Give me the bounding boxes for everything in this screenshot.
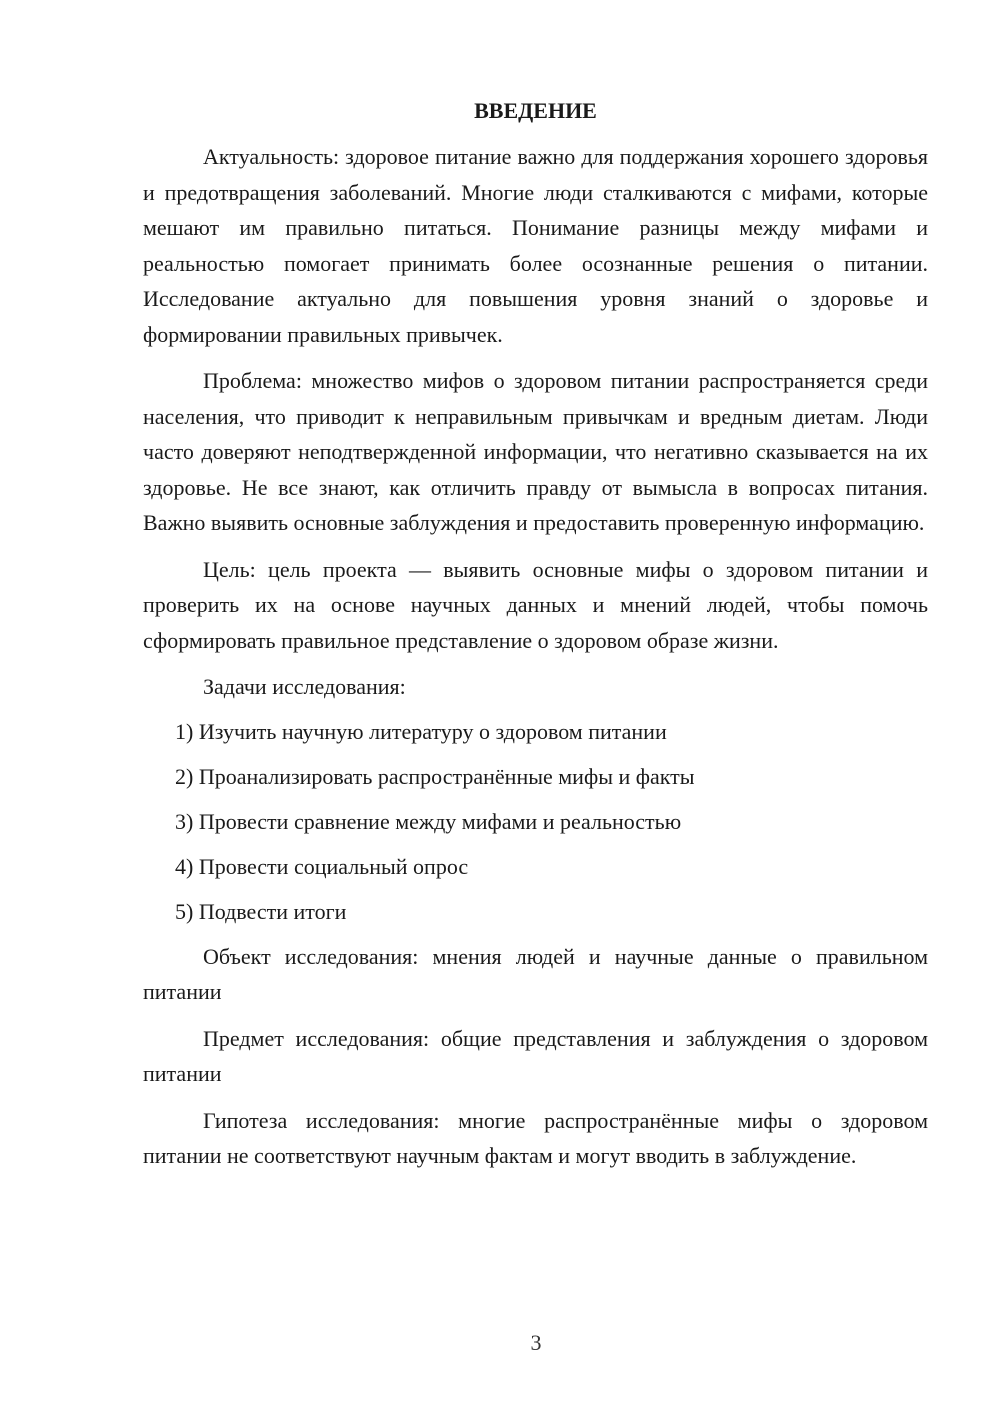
list-item: 5) Подвести итоги [175, 898, 347, 924]
paragraph-subject: Предмет исследования: общие представления и заблуждения о здоровом питании [143, 1025, 928, 1086]
tasks-heading: Задачи исследования: [203, 674, 406, 699]
list-item: 3) Провести сравнение между мифами и реальностью [175, 808, 682, 834]
list-item: 1) Изучить научную литературу о здоровом питании [175, 718, 667, 744]
list-item: 2) Проанализировать распространённые мифы и факты [175, 763, 695, 789]
document-page [143, 95, 928, 1185]
tasks-list [143, 714, 928, 930]
page-title: ВВЕДЕНИЕ [474, 98, 597, 123]
paragraph-object: Объект исследования: мнения людей и научные данные о правильном питании [143, 943, 928, 1004]
page-number: 3 [530, 1330, 542, 1355]
paragraph-problem: Проблема: множество мифов о здоровом питании распространяется среди населения, что приводит к неправильным привычкам и вредным диетам. Люди часто доверяют неподтвержденной информации, что негативно сказывается на их здоровье. Не все знают, как отличить правду от вымысла в вопросах питания. Важно выявить основные заблуждения и предоставить проверенную информацию. [143, 368, 928, 535]
paragraph-goal: Цель: цель проекта — выявить основные мифы о здоровом питании и проверить их на основе научных данных и мнений людей, чтобы помочь сформировать правильное представление о здоровом образе жизни. [143, 556, 928, 653]
paragraph-hypothesis: Гипотеза исследования: многие распространённые мифы о здоровом питании не соответствуют научным фактам и могут вводить в заблуждение. [143, 1107, 928, 1168]
paragraph-relevance: Актуальность: здоровое питание важно для поддержания хорошего здоровья и предотвращения заболеваний. Многие люди сталкиваются с мифами, которые мешают им правильно питаться. Понимание разницы между мифами и реальностью помогает принимать более осознанные решения о питании. Исследование актуально для повышения уровня знаний о здоровье и формировании правильных привычек. [143, 144, 928, 347]
list-item: 4) Провести социальный опрос [175, 853, 469, 879]
